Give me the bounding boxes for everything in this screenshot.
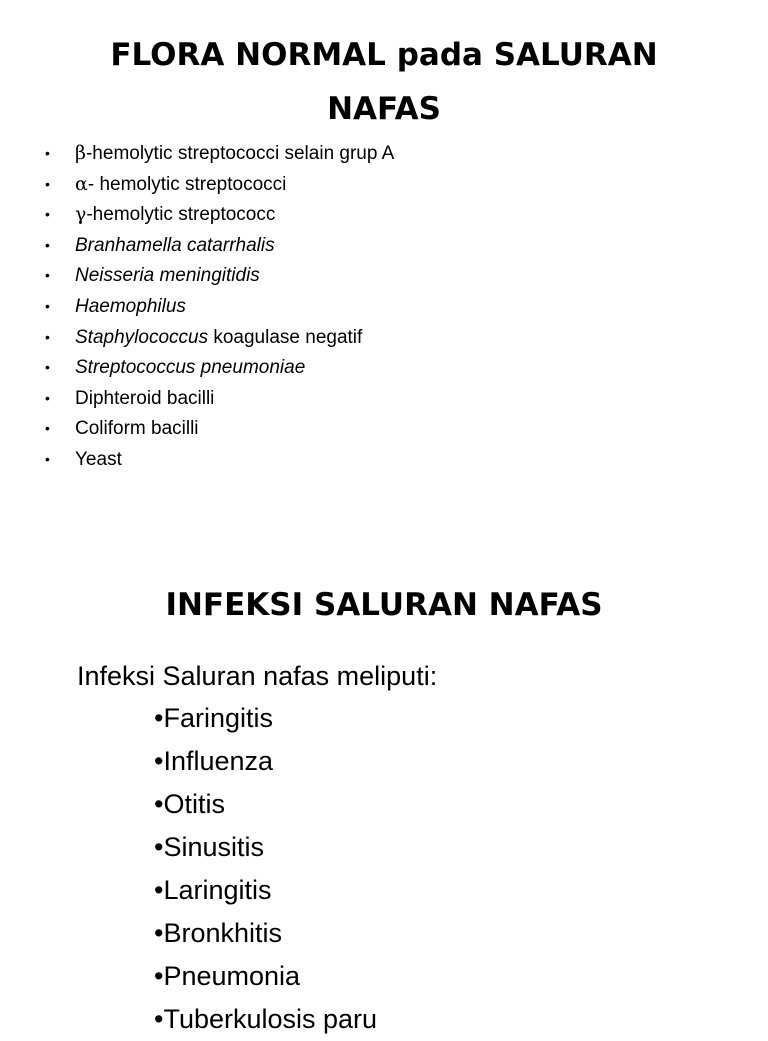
list-item-text	[75, 383, 214, 415]
list-item-text	[75, 260, 260, 292]
list-item-text	[75, 413, 199, 445]
list-item	[0, 352, 700, 383]
list-item-plain: -hemolytic streptococc	[86, 204, 276, 226]
list-item-plain: - hemolytic streptococci	[87, 173, 287, 195]
list-item	[0, 322, 700, 353]
list-item-italic: Staphylococcus	[75, 326, 209, 348]
bullet: •	[45, 267, 50, 284]
list-item	[0, 260, 700, 291]
bullet: •	[45, 297, 50, 314]
list-item: •Pneumonia	[154, 961, 301, 991]
list-item	[0, 169, 700, 200]
list-item-text	[75, 199, 275, 231]
list-item-text	[75, 169, 286, 201]
bullet: •	[45, 359, 50, 376]
list-item: •Otitis	[154, 789, 225, 819]
list-item-text	[75, 138, 394, 170]
slide-title-line-2: NAFAS	[327, 91, 441, 127]
list-item: •Bronkhitis	[154, 918, 282, 948]
list-item	[0, 199, 700, 230]
list-item	[0, 413, 700, 444]
list-item	[0, 383, 700, 414]
flora-list	[0, 138, 700, 475]
list-item-text	[75, 352, 305, 384]
infeksi-list	[154, 697, 377, 1041]
list-item	[0, 230, 700, 261]
list-item-italic: Haemophilus	[75, 295, 186, 317]
list-item-plain: -hemolytic streptococci selain grup A	[85, 143, 395, 164]
list-item-text	[75, 444, 122, 476]
list-item-italic: Branhamella catarrhalis	[75, 234, 275, 256]
bullet: •	[45, 236, 50, 253]
list-item-plain: Coliform bacilli	[75, 418, 199, 440]
bullet: •	[45, 145, 50, 161]
list-item: •Sinusitis	[154, 832, 264, 862]
list-item-italic: Streptococcus pneumoniae	[75, 357, 306, 379]
bullet: •	[45, 450, 50, 467]
list-item: •Laringitis	[154, 875, 272, 905]
bullet: •	[45, 389, 50, 406]
list-item: •Influenza	[154, 746, 274, 776]
slide-title	[60, 28, 708, 136]
greek-letter: γ	[75, 203, 87, 226]
list-item	[0, 138, 700, 169]
intro-text: Infeksi Saluran nafas meliputi:	[77, 661, 438, 691]
list-item-plain: Yeast	[75, 448, 122, 470]
slide-title: INFEKSI SALURAN NAFAS	[165, 587, 603, 623]
slide-infeksi-saluran-nafas	[0, 560, 768, 1034]
list-item-italic: Neisseria meningitidis	[75, 265, 260, 287]
greek-letter: α	[75, 172, 88, 195]
list-item: •Faringitis	[154, 703, 273, 733]
list-item	[0, 291, 700, 322]
slide-flora-normal	[0, 0, 768, 520]
list-item-text	[75, 230, 275, 262]
list-item: •Tuberkulosis paru	[154, 1004, 378, 1034]
bullet: •	[45, 175, 50, 192]
list-item-text	[75, 291, 186, 323]
list-item-text	[75, 322, 362, 354]
list-item-plain: koagulase negatif	[208, 326, 363, 348]
bullet: •	[45, 420, 50, 437]
list-item	[0, 444, 700, 475]
bullet: •	[45, 206, 50, 223]
bullet: •	[45, 328, 50, 345]
list-item-plain: Diphteroid bacilli	[75, 387, 215, 409]
slide-title-line-1: FLORA NORMAL pada SALURAN	[110, 37, 658, 73]
greek-letter: β	[75, 142, 86, 164]
